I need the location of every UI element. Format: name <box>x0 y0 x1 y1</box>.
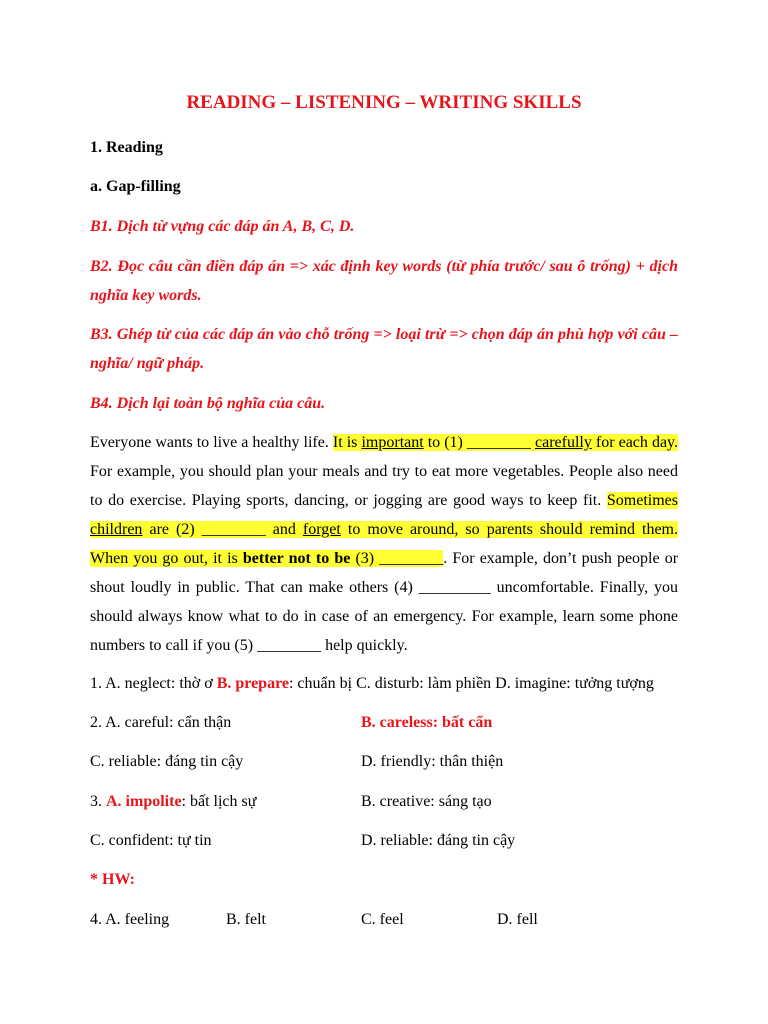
blank-3: (3) ________ <box>350 550 444 567</box>
q2-answer-key: B. careless: bất cẩn <box>361 714 493 731</box>
question-1 <box>90 675 654 693</box>
keyword-carefully: carefully <box>534 434 592 451</box>
keyword-children: children <box>90 521 143 538</box>
q3-option-c: C. confident: tự tin <box>90 832 212 849</box>
q1-option-a: 1. A. neglect: thờ ơ <box>90 675 217 692</box>
q3-option-d: D. reliable: đáng tin cậy <box>361 832 516 849</box>
q3-option-b: B. creative: sáng tạo <box>361 793 492 810</box>
keyword-better-not-to-be: better not to be <box>242 550 351 567</box>
passage-text: It is <box>332 434 362 451</box>
step-b3: B3. Ghép từ của các đáp án vào chỗ trống => loại trừ => chọn đáp án phù hợp với câu – nghĩa/ ngữ pháp. <box>90 326 678 372</box>
q3-answer-key: A. impolite <box>106 793 182 810</box>
section-heading-reading: 1. Reading <box>90 139 163 156</box>
passage-text: for each day. <box>591 434 679 451</box>
blank-1: to (1) ________ <box>423 434 535 451</box>
keyword-forget: forget <box>302 521 341 538</box>
q3-option-a-meaning: : bất lịch sự <box>181 793 257 810</box>
passage-text: For example, you should plan your meals and try to eat more vegetables. People also need to do exercise. Playing sports, dancing, or jogging are good ways to keep fit. <box>90 463 678 509</box>
step-b4: B4. Dịch lại toàn bộ nghĩa của câu. <box>90 395 326 412</box>
step-b2: B2. Đọc câu cần điền đáp án => xác định key words (từ phía trước/ sau ô trống) + dịch nghĩa key words. <box>90 258 678 304</box>
homework-heading: * HW: <box>90 871 135 888</box>
q2-option-c: C. reliable: đáng tin cậy <box>90 753 244 770</box>
blank-2: are (2) ________ and <box>142 521 303 538</box>
step-b1: B1. Dịch từ vựng các đáp án A, B, C, D. <box>90 218 355 235</box>
q3-number: 3. <box>90 793 106 810</box>
subsection-heading-gap-filling: a. Gap-filling <box>90 178 181 195</box>
highlight-sentence-3 <box>90 550 443 567</box>
passage-text: When you go out, it is <box>90 550 243 567</box>
q2-option-a: 2. A. careful: cẩn thận <box>90 714 232 731</box>
passage-text: Everyone wants to live a healthy life. <box>90 434 333 451</box>
passage-text: to move around, so parents should remind them. <box>340 521 678 538</box>
q2-option-d: D. friendly: thân thiện <box>361 753 504 770</box>
keyword-important: important <box>361 434 424 451</box>
q4-option-c: C. feel <box>361 911 404 928</box>
q1-options-rest: : chuẩn bị C. disturb: làm phiền D. imagine: tưởng tượng <box>288 675 654 692</box>
q4-option-d: D. fell <box>497 911 538 928</box>
page-title: READING – LISTENING – WRITING SKILLS <box>186 92 582 113</box>
reading-passage <box>90 428 678 660</box>
q3-option-a <box>90 793 256 811</box>
q4-option-a: 4. A. feeling <box>90 911 170 928</box>
highlight-sentence-1 <box>333 434 678 451</box>
passage-text: . For example, don’t push people or shout loudly in public. That can make others (4) _________ uncomfortable. Finally, you should always know what to do in case of an emergency. For example, learn some phone numbers to call if you (5) ________ help quickly. <box>90 550 679 654</box>
q1-answer-key: B. prepare <box>216 675 289 692</box>
passage-text: Sometimes <box>606 492 678 509</box>
q4-option-b: B. felt <box>226 911 266 928</box>
